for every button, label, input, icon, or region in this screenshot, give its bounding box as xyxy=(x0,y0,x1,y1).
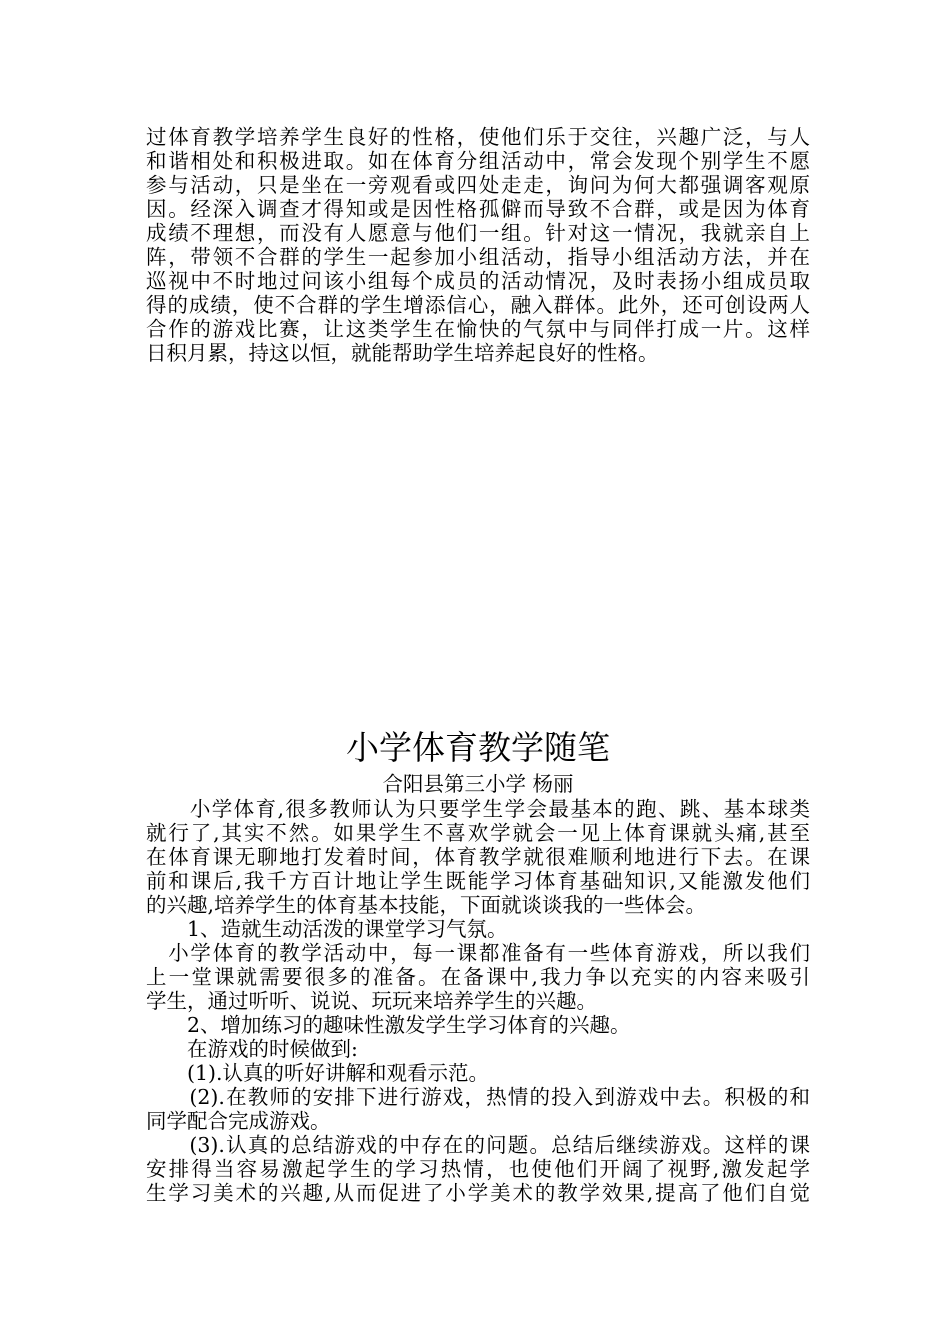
text-line: 阵，带领不合群的学生一起参加小组活动，指导小组活动方法，并在 xyxy=(146,245,810,269)
text-line: 成绩不理想，而没有人愿意与他们一组。针对这一情况，我就亲自上 xyxy=(146,221,810,245)
article-body xyxy=(146,797,810,1205)
text-line: 学生，通过听听、说说、玩玩来培养学生的兴趣。 xyxy=(146,989,597,1013)
text-line: 得的成绩，使不合群的学生增添信心，融入群体。此外，还可创设两人 xyxy=(146,293,810,317)
list-item: (3).认真的总结游戏的中存在的问题。总结后继续游戏。这样的课 xyxy=(146,1133,810,1157)
text-line: 过体育教学培养学生良好的性格，使他们乐于交往，兴趣广泛，与人 xyxy=(146,125,810,149)
list-heading: 2、增加练习的趣味性激发学生学习体育的兴趣。 xyxy=(146,1013,631,1037)
article-author: 合阳县第三小学 杨丽 xyxy=(382,772,574,796)
list-heading: 1、造就生动活泼的课堂学习气氛。 xyxy=(146,917,508,941)
text-line: 就行了,其实不然。如果学生不喜欢学就会一见上体育课就头痛,甚至 xyxy=(146,821,810,845)
text-line: 合作的游戏比赛，让这类学生在愉快的气氛中与同伴打成一片。这样 xyxy=(146,317,810,341)
text-line: 安排得当容易激起学生的学习热情，也使他们开阔了视野,激发起学 xyxy=(146,1157,810,1181)
list-item: (1).认真的听好讲解和观看示范。 xyxy=(146,1061,490,1085)
text-line: 小学体育的教学活动中，每一课都准备有一些体育游戏，所以我们 xyxy=(146,941,810,965)
text-line: 在体育课无聊地打发着时间，体育教学就很难顺利地进行下去。在课 xyxy=(146,845,810,869)
article-title: 小学体育教学随笔 xyxy=(346,728,610,767)
text-line: 的兴趣,培养学生的体育基本技能，下面就谈谈我的一些体会。 xyxy=(146,893,707,917)
text-line: 前和课后,我千方百计地让学生既能学习体育基础知识,又能激发他们 xyxy=(146,869,810,893)
text-line: 因。经深入调查才得知或是因性格孤僻而导致不合群，或是因为体育 xyxy=(146,197,810,221)
text-line: 和谐相处和积极进取。如在体育分组活动中，常会发现个别学生不愿 xyxy=(146,149,810,173)
section1-paragraph xyxy=(146,125,810,365)
text-line: 上一堂课就需要很多的准备。在备课中,我力争以充实的内容来吸引 xyxy=(146,965,810,989)
text-line: 同学配合完成游戏。 xyxy=(146,1109,331,1133)
text-line: 小学体育,很多教师认为只要学生学会最基本的跑、跳、基本球类 xyxy=(146,797,810,821)
text-line: 在游戏的时候做到: xyxy=(146,1037,358,1061)
list-item: (2).在教师的安排下进行游戏，热情的投入到游戏中去。积极的和 xyxy=(146,1085,810,1109)
text-line: 生学习美术的兴趣,从而促进了小学美术的教学效果,提高了他们自觉 xyxy=(146,1181,810,1205)
text-line: 巡视中不时地过问该小组每个成员的活动情况，及时表扬小组成员取 xyxy=(146,269,810,293)
text-line: 日积月累，持这以恒，就能帮助学生培养起良好的性格。 xyxy=(146,341,659,365)
text-line: 参与活动，只是坐在一旁观看或四处走走，询问为何大都强调客观原 xyxy=(146,173,810,197)
